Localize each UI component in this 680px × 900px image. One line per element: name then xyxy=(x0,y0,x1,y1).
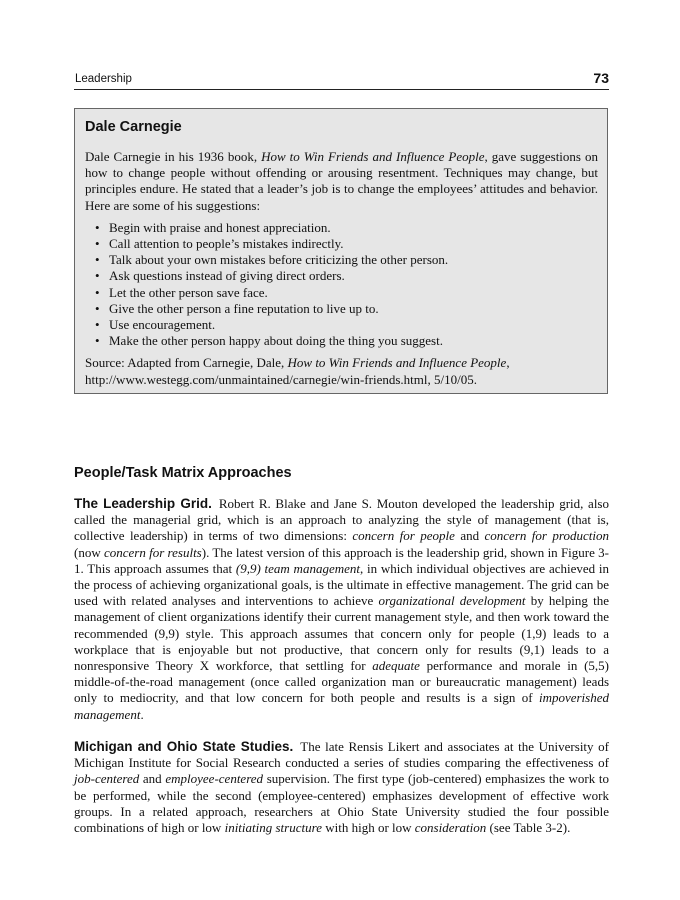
sidebar-title: Dale Carnegie xyxy=(85,119,182,135)
page-number: 73 xyxy=(593,70,609,86)
list-item: • Let the other person save face. xyxy=(95,285,598,301)
list-item: • Use encouragement. xyxy=(95,317,598,333)
list-item: • Talk about your own mistakes before criticizing the other person. xyxy=(95,252,598,268)
suggestions-list xyxy=(85,220,598,350)
list-item: • Give the other person a fine reputation to live up to. xyxy=(95,301,598,317)
paragraph-michigan-ohio-studies: Michigan and Ohio State Studies. The late Rensis Likert and associates at the University of Michigan Institute for Social Research conducted a series of studies comparing the effectiveness of job-centered and employee-centered supervision. The first type (job-centered) emphasizes the work to be performed, while the second (employee-centered) emphasizes development of effective work groups. In a related approach, researchers at Ohio State University studied the four possible combinations of high or low initiating structure with high or low consideration (see Table 3-2). xyxy=(74,739,609,836)
section-heading: People/Task Matrix Approaches xyxy=(74,465,292,481)
source-book-title: How to Win Friends and Influence People xyxy=(287,355,507,371)
list-item: • Begin with praise and honest appreciation. xyxy=(95,220,598,236)
book-title: How to Win Friends and Influence People xyxy=(261,149,485,164)
running-header xyxy=(74,71,609,90)
sidebar-intro: Dale Carnegie in his 1936 book, How to Win Friends and Influence People, gave suggestions on how to change people without offending or arousing resentment. Techniques may change, but principles endure. He stated that a leader’s job is to change the employees’ attitudes and behavior. Here are some of his suggestions: xyxy=(85,149,598,213)
list-item: • Call attention to people’s mistakes indirectly. xyxy=(95,236,598,252)
sidebar-source: Source: Adapted from Carnegie, Dale, How to Win Friends and Influence People, http://www.westegg.com/unmaintained/carnegie/win-friends.html, 5/10/05. xyxy=(85,355,510,387)
sidebar-box-dale-carnegie xyxy=(74,108,608,394)
run-in-heading: Michigan and Ohio State Studies. xyxy=(74,739,294,754)
run-in-heading: The Leadership Grid. xyxy=(74,496,212,511)
running-head-section: Leadership xyxy=(75,73,132,85)
list-item: • Ask questions instead of giving direct orders. xyxy=(95,268,598,284)
list-item: • Make the other person happy about doing the thing you suggest. xyxy=(95,333,598,349)
paragraph-leadership-grid: The Leadership Grid. Robert R. Blake and Jane S. Mouton developed the leadership grid, also called the managerial grid, which is an approach to analyzing the style of management (that is, collective leadership) in terms of two dimensions: concern for people and concern for production (now concern for results). The latest version of this approach is the leadership grid, shown in Figure 3-1. This approach assumes that (9,9) team management, in which individual objectives are achieved in the process of achieving organizational goals, is the ultimate in effective management. The grid can be used with related analyses and interventions to achieve organizational development by helping the management of client organizations identify their current management style, and then work toward the recommended (9,9) style. This approach assumes that concern only for people (1,9) leads to a workplace that is enjoyable but not productive, that concern only for results (9,1) leads to a nonresponsive Theory X workforce, that settling for adequate performance and morale in (5,5) middle-of-the-road management (once called organization man or bureaucratic management) leads only to mediocrity, and that low concern for both people and results is a sign of impoverished management. xyxy=(74,496,610,722)
